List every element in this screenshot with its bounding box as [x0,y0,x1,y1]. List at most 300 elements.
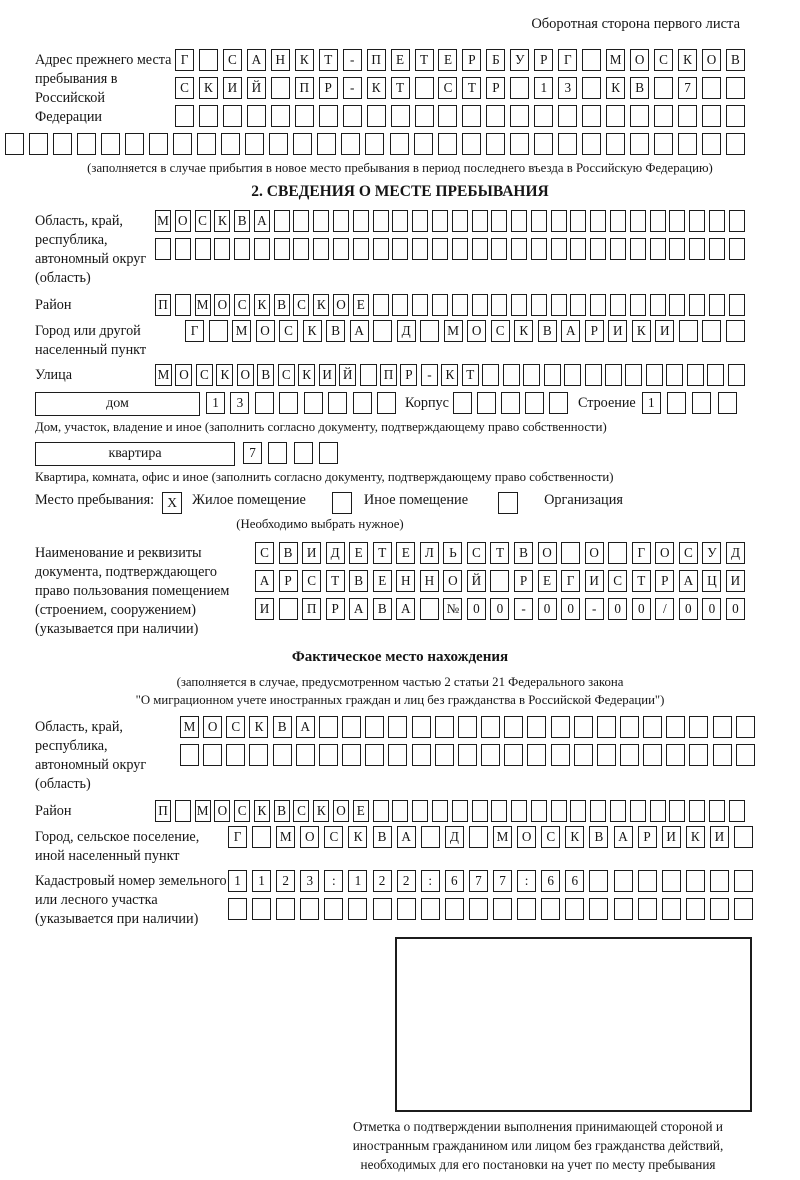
char-cell[interactable] [438,133,457,155]
char-cell[interactable]: С [234,800,250,822]
char-cell[interactable] [551,210,567,232]
char-cell[interactable]: В [279,542,298,564]
char-cell[interactable] [709,210,725,232]
char-cell[interactable] [180,744,199,766]
char-cell[interactable] [551,800,567,822]
char-cell[interactable] [570,800,586,822]
char-cell[interactable]: К [214,210,230,232]
char-cell[interactable] [295,105,314,127]
char-cell[interactable]: Р [638,826,657,848]
char-cell[interactable] [221,133,240,155]
char-cell[interactable]: В [630,77,649,99]
char-cell[interactable] [5,133,24,155]
char-cell[interactable]: А [350,320,369,342]
char-cell[interactable] [551,716,570,738]
char-cell[interactable]: : [324,870,343,892]
char-cell[interactable] [481,716,500,738]
char-cell[interactable]: Р [400,364,417,386]
char-cell[interactable] [709,800,725,822]
char-cell[interactable]: К [249,716,268,738]
char-cell[interactable]: Б [486,49,505,71]
char-cell[interactable] [197,133,216,155]
char-cell[interactable]: О [300,826,319,848]
char-cell[interactable] [412,294,428,316]
char-cell[interactable]: Т [462,364,479,386]
char-cell[interactable]: И [608,320,627,342]
char-cell[interactable]: С [608,570,627,592]
char-cell[interactable] [420,320,439,342]
char-cell[interactable] [541,898,560,920]
char-cell[interactable] [503,364,520,386]
char-cell[interactable] [511,800,527,822]
char-cell[interactable]: К [678,49,697,71]
char-cell[interactable] [582,105,601,127]
char-cell[interactable] [125,133,144,155]
char-cell[interactable] [491,800,507,822]
char-cell[interactable]: О [517,826,536,848]
char-cell[interactable]: О [237,364,254,386]
char-cell[interactable] [245,133,264,155]
char-cell[interactable] [414,133,433,155]
char-cell[interactable] [702,77,721,99]
char-cell[interactable] [710,898,729,920]
char-cell[interactable]: С [223,49,242,71]
char-cell[interactable] [630,210,646,232]
char-cell[interactable] [486,133,505,155]
char-cell[interactable]: П [367,49,386,71]
char-cell[interactable] [175,238,191,260]
char-cell[interactable] [534,133,553,155]
char-cell[interactable] [531,238,547,260]
char-cell[interactable] [582,133,601,155]
char-cell[interactable]: С [293,800,309,822]
char-cell[interactable]: К [367,77,386,99]
char-cell[interactable] [342,744,361,766]
char-cell[interactable] [348,898,367,920]
char-cell[interactable]: 7 [469,870,488,892]
char-cell[interactable]: О [203,716,222,738]
char-cell[interactable]: - [343,77,362,99]
char-cell[interactable] [662,870,681,892]
char-cell[interactable]: Р [486,77,505,99]
char-cell[interactable]: В [274,800,290,822]
char-cell[interactable] [294,442,313,464]
char-cell[interactable] [511,210,527,232]
char-cell[interactable]: 3 [558,77,577,99]
char-cell[interactable] [551,744,570,766]
char-cell[interactable] [608,542,627,564]
char-cell[interactable]: Е [353,800,369,822]
char-cell[interactable]: Р [534,49,553,71]
char-cell[interactable]: Й [247,77,266,99]
char-cell[interactable]: С [324,826,343,848]
char-cell[interactable] [728,364,745,386]
apartment-type-box[interactable]: квартира [35,442,235,466]
char-cell[interactable] [718,392,737,414]
char-cell[interactable] [412,238,428,260]
char-cell[interactable] [726,320,745,342]
char-cell[interactable]: У [702,542,721,564]
char-cell[interactable] [650,800,666,822]
char-cell[interactable] [574,716,593,738]
char-cell[interactable]: В [589,826,608,848]
char-cell[interactable] [279,598,298,620]
char-cell[interactable]: 3 [300,870,319,892]
char-cell[interactable]: 0 [632,598,651,620]
char-cell[interactable]: Г [175,49,194,71]
char-cell[interactable]: Т [490,542,509,564]
char-cell[interactable] [412,800,428,822]
char-cell[interactable]: О [467,320,486,342]
char-cell[interactable] [445,898,464,920]
char-cell[interactable]: Т [373,542,392,564]
char-cell[interactable] [597,744,616,766]
char-cell[interactable] [729,238,745,260]
char-cell[interactable]: Т [462,77,481,99]
char-cell[interactable] [101,133,120,155]
char-cell[interactable]: И [319,364,336,386]
other-premises-checkbox[interactable] [332,492,352,514]
char-cell[interactable] [531,210,547,232]
char-cell[interactable]: 7 [678,77,697,99]
char-cell[interactable] [343,105,362,127]
char-cell[interactable]: 1 [534,77,553,99]
char-cell[interactable]: С [279,320,298,342]
char-cell[interactable]: К [686,826,705,848]
char-cell[interactable] [630,105,649,127]
char-cell[interactable] [523,364,540,386]
char-cell[interactable] [452,800,468,822]
char-cell[interactable] [511,294,527,316]
char-cell[interactable] [453,392,472,414]
char-cell[interactable] [590,210,606,232]
char-cell[interactable] [255,392,274,414]
char-cell[interactable] [319,744,338,766]
char-cell[interactable] [654,105,673,127]
char-cell[interactable]: - [585,598,604,620]
char-cell[interactable] [666,364,683,386]
char-cell[interactable] [472,800,488,822]
char-cell[interactable] [610,210,626,232]
char-cell[interactable] [392,800,408,822]
char-cell[interactable] [564,364,581,386]
char-cell[interactable] [558,105,577,127]
char-cell[interactable] [175,800,191,822]
char-cell[interactable] [666,716,685,738]
char-cell[interactable] [313,238,329,260]
char-cell[interactable] [247,105,266,127]
char-cell[interactable] [702,320,721,342]
char-cell[interactable] [373,320,392,342]
char-cell[interactable] [319,105,338,127]
char-cell[interactable] [317,133,336,155]
char-cell[interactable]: Е [373,570,392,592]
char-cell[interactable] [565,898,584,920]
char-cell[interactable]: Т [319,49,338,71]
char-cell[interactable]: И [255,598,274,620]
char-cell[interactable]: С [226,716,245,738]
char-cell[interactable]: С [302,570,321,592]
char-cell[interactable]: 7 [243,442,262,464]
char-cell[interactable]: К [199,77,218,99]
char-cell[interactable]: 1 [228,870,247,892]
char-cell[interactable]: О [655,542,674,564]
char-cell[interactable] [491,210,507,232]
char-cell[interactable]: К [606,77,625,99]
char-cell[interactable] [570,294,586,316]
char-cell[interactable] [669,800,685,822]
char-cell[interactable]: О [256,320,275,342]
char-cell[interactable] [643,716,662,738]
char-cell[interactable]: А [561,320,580,342]
house-type-box[interactable]: дом [35,392,200,416]
char-cell[interactable]: 2 [397,870,416,892]
char-cell[interactable] [709,294,725,316]
char-cell[interactable]: : [421,870,440,892]
char-cell[interactable]: 1 [252,870,271,892]
char-cell[interactable]: К [295,49,314,71]
char-cell[interactable]: Т [391,77,410,99]
char-cell[interactable]: С [175,77,194,99]
char-cell[interactable] [373,800,389,822]
char-cell[interactable]: Й [339,364,356,386]
char-cell[interactable] [373,898,392,920]
char-cell[interactable] [390,133,409,155]
char-cell[interactable]: К [313,800,329,822]
char-cell[interactable]: 0 [608,598,627,620]
char-cell[interactable]: Ц [702,570,721,592]
char-cell[interactable] [269,133,288,155]
char-cell[interactable] [689,800,705,822]
char-cell[interactable]: Р [326,598,345,620]
char-cell[interactable] [462,133,481,155]
char-cell[interactable]: К [632,320,651,342]
char-cell[interactable]: К [313,294,329,316]
char-cell[interactable]: О [538,542,557,564]
char-cell[interactable] [481,744,500,766]
char-cell[interactable] [713,744,732,766]
char-cell[interactable] [432,238,448,260]
char-cell[interactable] [625,364,642,386]
char-cell[interactable] [620,744,639,766]
char-cell[interactable]: М [195,294,211,316]
char-cell[interactable] [435,716,454,738]
char-cell[interactable] [679,320,698,342]
char-cell[interactable] [209,320,228,342]
char-cell[interactable] [729,800,745,822]
char-cell[interactable] [195,238,211,260]
char-cell[interactable] [452,238,468,260]
char-cell[interactable]: С [491,320,510,342]
char-cell[interactable]: У [510,49,529,71]
char-cell[interactable] [666,744,685,766]
char-cell[interactable] [493,898,512,920]
char-cell[interactable] [412,716,431,738]
char-cell[interactable] [29,133,48,155]
char-cell[interactable]: 0 [702,598,721,620]
char-cell[interactable]: Д [326,542,345,564]
char-cell[interactable] [638,870,657,892]
char-cell[interactable] [650,210,666,232]
char-cell[interactable]: П [155,800,171,822]
char-cell[interactable]: А [397,826,416,848]
char-cell[interactable] [531,294,547,316]
char-cell[interactable] [667,392,686,414]
char-cell[interactable] [734,870,753,892]
char-cell[interactable]: Г [228,826,247,848]
char-cell[interactable] [333,210,349,232]
char-cell[interactable]: Е [438,49,457,71]
char-cell[interactable] [360,364,377,386]
char-cell[interactable] [630,133,649,155]
char-cell[interactable] [392,210,408,232]
char-cell[interactable]: 7 [493,870,512,892]
char-cell[interactable]: Р [319,77,338,99]
char-cell[interactable]: Т [326,570,345,592]
char-cell[interactable] [510,77,529,99]
char-cell[interactable] [435,744,454,766]
char-cell[interactable]: О [333,800,349,822]
char-cell[interactable]: М [195,800,211,822]
char-cell[interactable]: Р [279,570,298,592]
char-cell[interactable] [589,870,608,892]
char-cell[interactable]: С [293,294,309,316]
char-cell[interactable] [726,105,745,127]
char-cell[interactable]: Ь [443,542,462,564]
char-cell[interactable]: 0 [561,598,580,620]
char-cell[interactable] [271,77,290,99]
char-cell[interactable] [650,238,666,260]
char-cell[interactable] [736,744,755,766]
char-cell[interactable] [365,716,384,738]
char-cell[interactable] [469,826,488,848]
char-cell[interactable]: С [438,77,457,99]
char-cell[interactable] [689,294,705,316]
char-cell[interactable]: Н [420,570,439,592]
char-cell[interactable] [199,49,218,71]
char-cell[interactable] [491,238,507,260]
char-cell[interactable] [341,133,360,155]
char-cell[interactable] [293,210,309,232]
char-cell[interactable] [477,392,496,414]
char-cell[interactable]: В [373,598,392,620]
char-cell[interactable] [702,133,721,155]
char-cell[interactable]: А [247,49,266,71]
char-cell[interactable] [353,210,369,232]
char-cell[interactable]: И [662,826,681,848]
char-cell[interactable] [610,238,626,260]
char-cell[interactable] [373,238,389,260]
char-cell[interactable] [605,364,622,386]
char-cell[interactable]: И [302,542,321,564]
char-cell[interactable] [373,294,389,316]
char-cell[interactable]: / [655,598,674,620]
char-cell[interactable] [249,744,268,766]
char-cell[interactable] [226,744,245,766]
char-cell[interactable]: М [155,364,172,386]
char-cell[interactable] [392,294,408,316]
char-cell[interactable] [421,826,440,848]
char-cell[interactable] [273,744,292,766]
char-cell[interactable]: 3 [230,392,249,414]
char-cell[interactable]: В [538,320,557,342]
char-cell[interactable] [276,898,295,920]
char-cell[interactable]: А [679,570,698,592]
char-cell[interactable] [388,716,407,738]
char-cell[interactable] [214,238,230,260]
char-cell[interactable] [678,105,697,127]
char-cell[interactable]: К [254,294,270,316]
char-cell[interactable]: К [348,826,367,848]
char-cell[interactable]: В [726,49,745,71]
char-cell[interactable]: О [443,570,462,592]
char-cell[interactable] [415,77,434,99]
char-cell[interactable] [678,133,697,155]
char-cell[interactable]: № [443,598,462,620]
char-cell[interactable] [373,210,389,232]
char-cell[interactable]: О [585,542,604,564]
char-cell[interactable] [710,870,729,892]
char-cell[interactable] [77,133,96,155]
char-cell[interactable] [570,238,586,260]
char-cell[interactable] [527,744,546,766]
char-cell[interactable]: Т [632,570,651,592]
char-cell[interactable] [590,238,606,260]
char-cell[interactable] [319,442,338,464]
char-cell[interactable] [527,716,546,738]
char-cell[interactable] [582,49,601,71]
char-cell[interactable] [654,77,673,99]
char-cell[interactable] [228,898,247,920]
char-cell[interactable] [367,105,386,127]
char-cell[interactable] [589,898,608,920]
char-cell[interactable]: А [396,598,415,620]
char-cell[interactable] [412,210,428,232]
char-cell[interactable] [736,716,755,738]
char-cell[interactable] [199,105,218,127]
char-cell[interactable] [175,294,191,316]
char-cell[interactable]: 0 [679,598,698,620]
char-cell[interactable] [525,392,544,414]
char-cell[interactable] [544,364,561,386]
char-cell[interactable] [486,105,505,127]
char-cell[interactable] [713,716,732,738]
char-cell[interactable] [472,210,488,232]
char-cell[interactable] [630,238,646,260]
char-cell[interactable] [365,133,384,155]
char-cell[interactable] [342,716,361,738]
char-cell[interactable] [328,392,347,414]
char-cell[interactable] [391,105,410,127]
char-cell[interactable] [669,238,685,260]
char-cell[interactable]: В [373,826,392,848]
char-cell[interactable] [173,133,192,155]
char-cell[interactable]: В [349,570,368,592]
char-cell[interactable]: К [514,320,533,342]
char-cell[interactable] [293,133,312,155]
char-cell[interactable]: В [273,716,292,738]
char-cell[interactable] [268,442,287,464]
char-cell[interactable]: О [175,364,192,386]
char-cell[interactable] [458,716,477,738]
char-cell[interactable] [570,210,586,232]
char-cell[interactable] [397,898,416,920]
char-cell[interactable] [561,542,580,564]
char-cell[interactable]: С [541,826,560,848]
char-cell[interactable] [510,105,529,127]
char-cell[interactable] [689,716,708,738]
char-cell[interactable] [707,364,724,386]
